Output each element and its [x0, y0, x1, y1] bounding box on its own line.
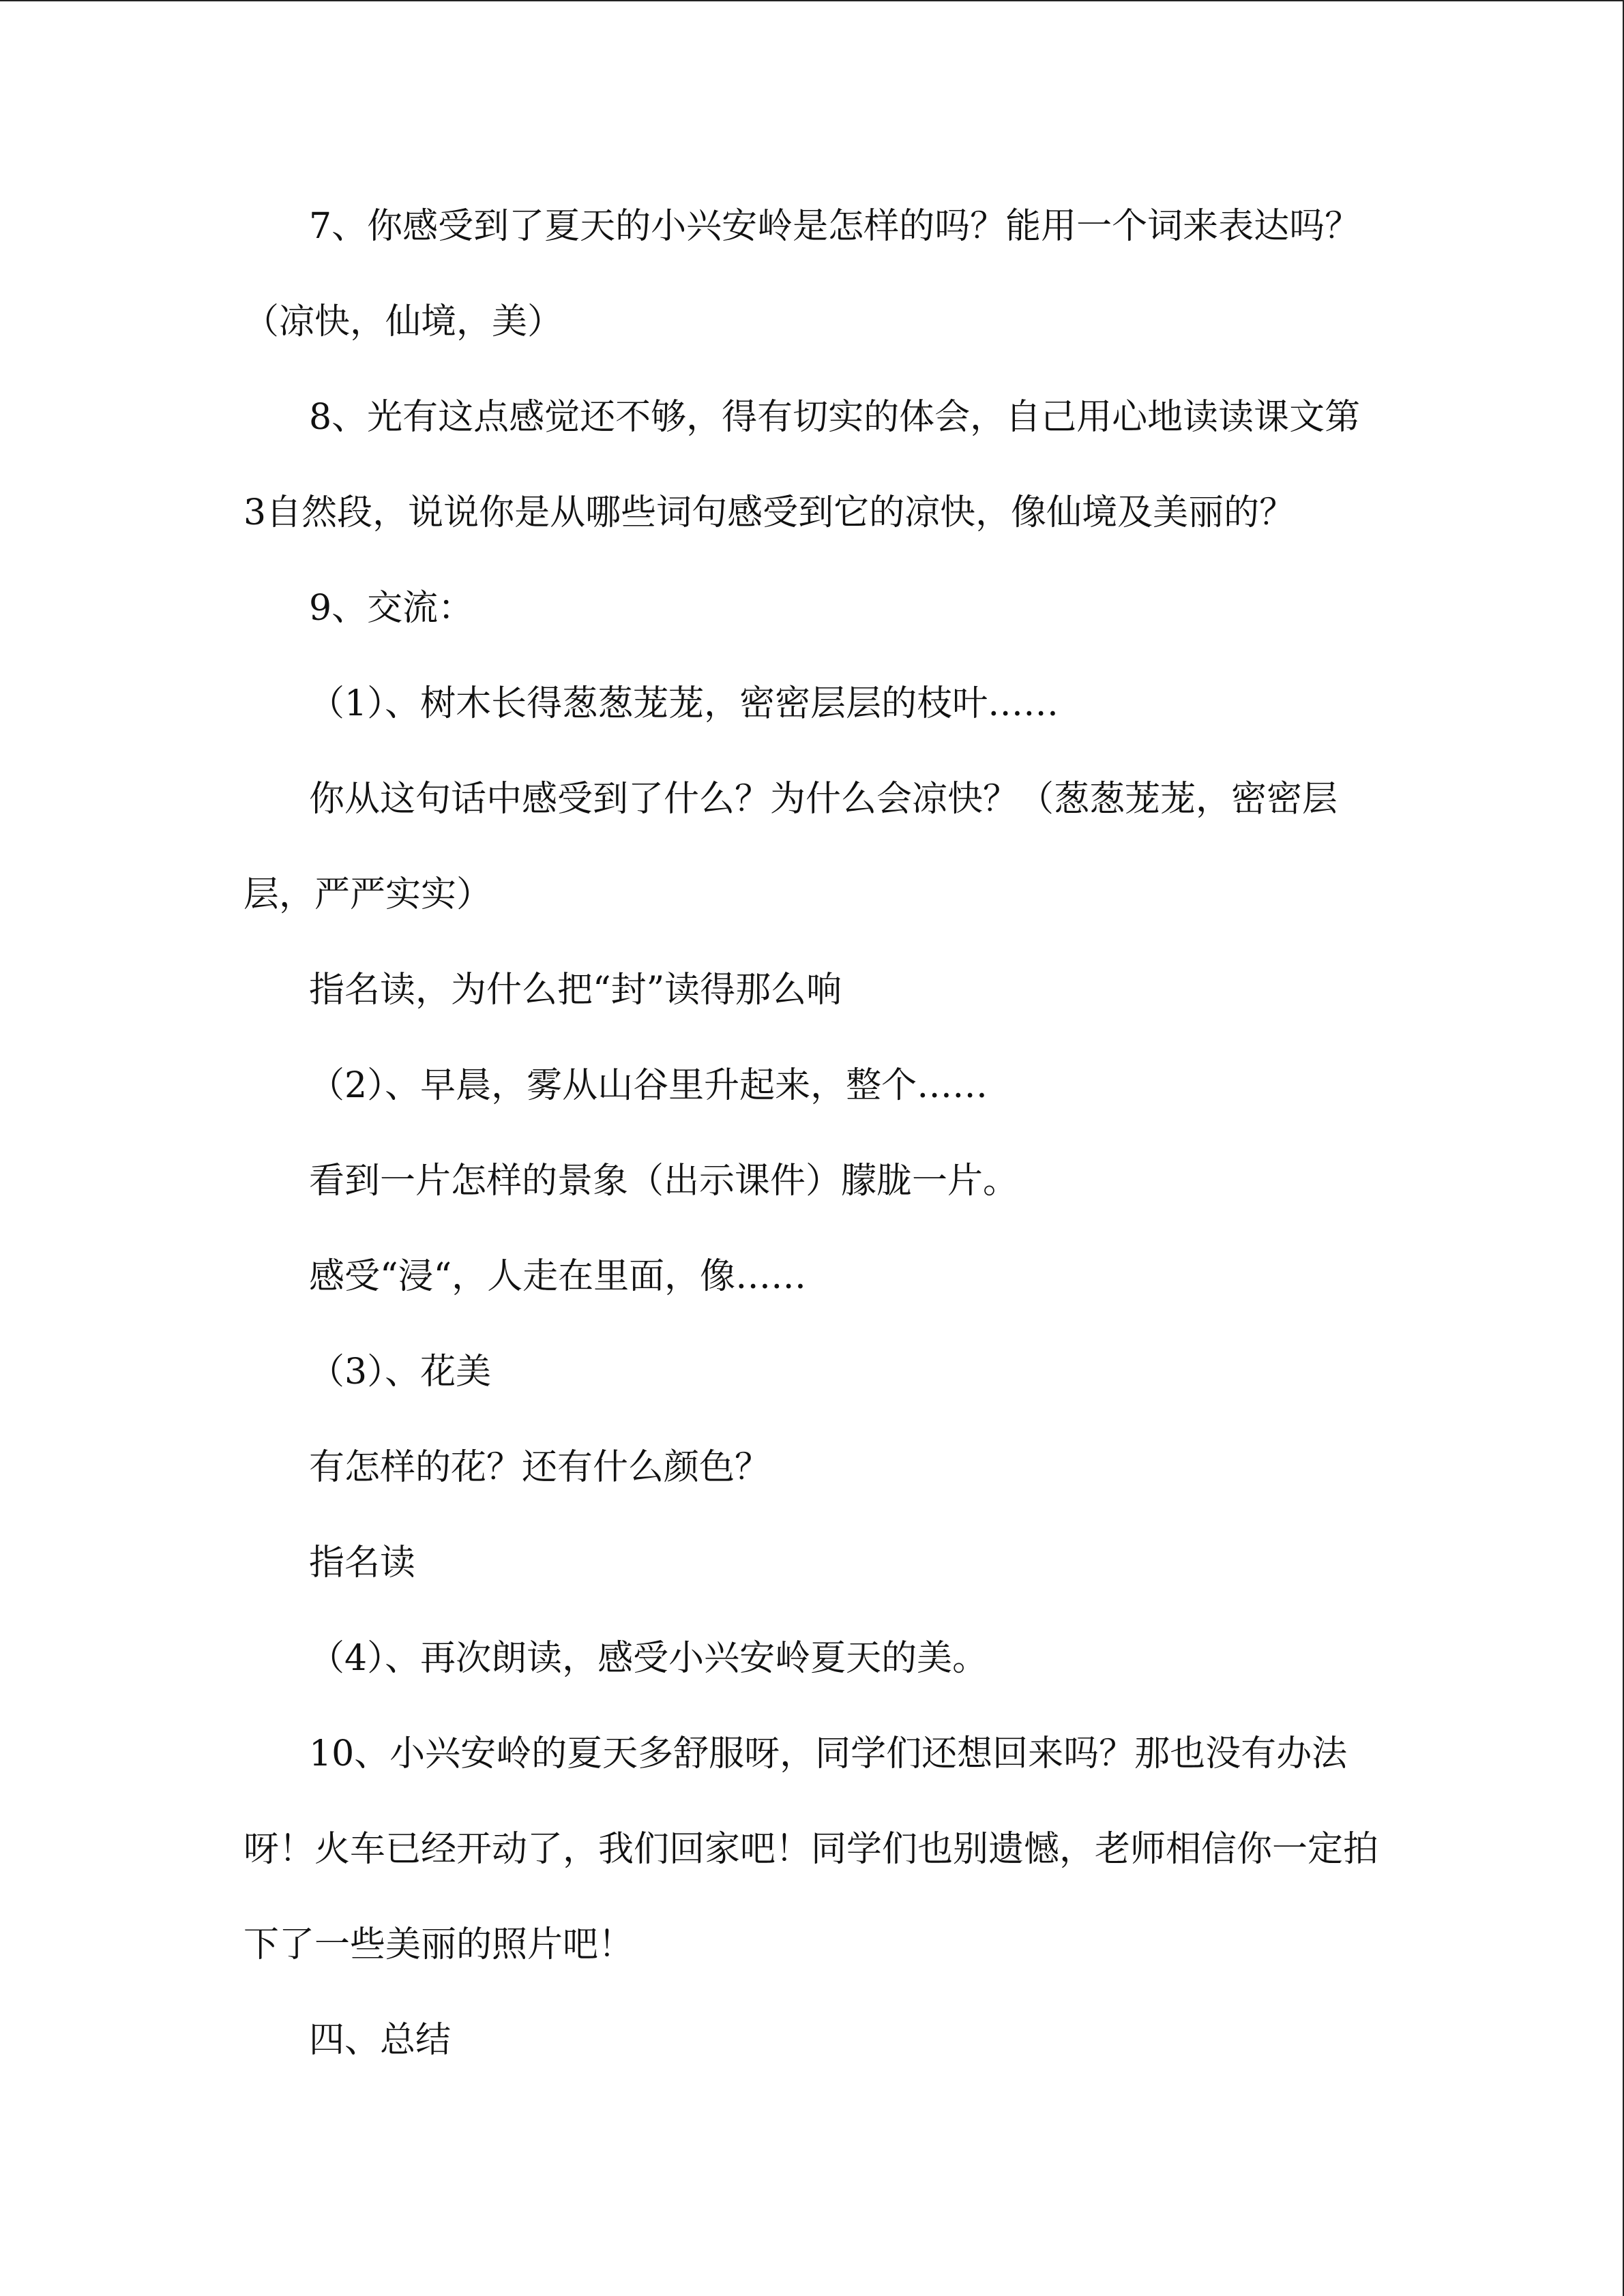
- document-body: [243, 179, 1383, 2088]
- paragraph-9-2: （2）、早晨，雾从山谷里升起来，整个……: [309, 1065, 988, 1106]
- paragraph-9-3b: 指名读: [309, 1542, 416, 1583]
- paragraph-10: 10、小兴安岭的夏天多舒服呀，同学们还想回来吗？那也没有办法呀！火车已经开动了，我们回家吧！同学们也别遗憾，老师相信你一定拍下了一些美丽的照片吧！: [243, 1733, 1379, 1965]
- paragraph-7: 7、你感受到了夏天的小兴安岭是怎样的吗？能用一个词来表达吗？（凉快，仙境，美）: [243, 206, 1361, 342]
- paragraph-9-1: （1）、树木长得葱葱茏茏，密密层层的枝叶……: [309, 683, 1059, 724]
- paragraph-9-1b: 指名读，为什么把“封”读得那么响: [309, 970, 842, 1011]
- paragraph-9-4: （4）、再次朗读，感受小兴安岭夏天的美。: [309, 1638, 988, 1679]
- paragraph-9: 9、交流：: [309, 588, 474, 629]
- paragraph-9-2b: 感受“浸“，人走在里面，像……: [309, 1256, 807, 1297]
- paragraph-9-3a: 有怎样的花？还有什么颜色？: [309, 1447, 771, 1488]
- paragraph-8: 8、光有这点感觉还不够，得有切实的体会，自己用心地读读课文第3自然段，说说你是从哪些词句感受到它的凉快，像仙境及美丽的？: [243, 397, 1361, 533]
- paragraph-9-1a: 你从这句话中感受到了什么？为什么会凉快？（葱葱茏茏，密密层层，严严实实）: [243, 779, 1338, 915]
- paragraph-9-2a: 看到一片怎样的景象（出示课件）朦胧一片。: [309, 1161, 1019, 1202]
- paragraph-9-3: （3）、花美: [309, 1352, 492, 1392]
- section-heading-summary: 四、总结: [309, 2020, 452, 2061]
